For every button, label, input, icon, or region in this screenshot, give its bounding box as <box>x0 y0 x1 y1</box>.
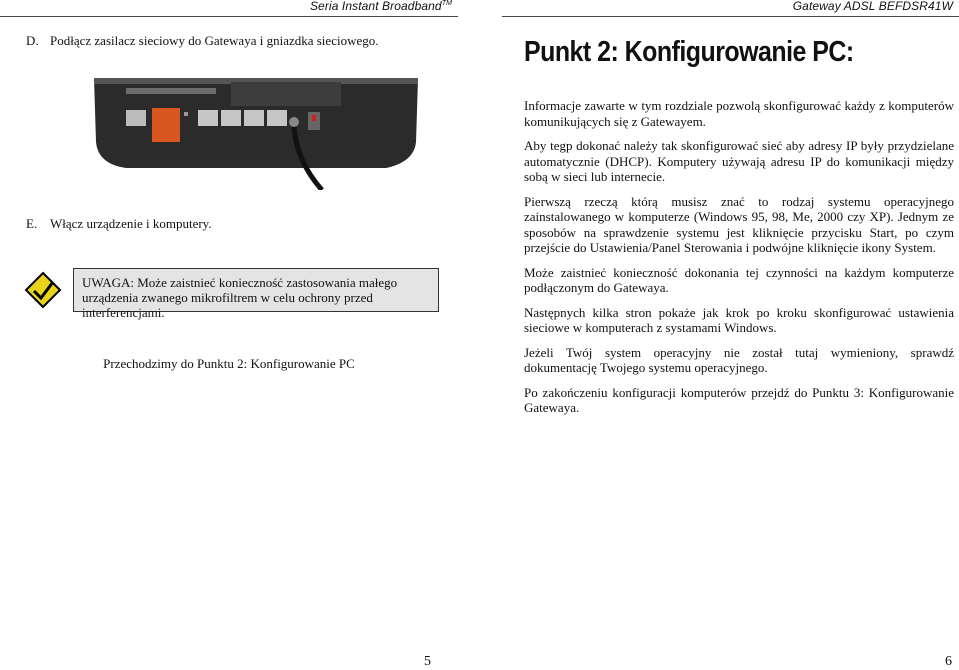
step-e <box>26 216 212 231</box>
power-switch-red <box>312 115 316 121</box>
page-number-right: 6 <box>945 654 952 669</box>
header-rule <box>502 16 959 17</box>
paragraph: Jeżeli Twój system operacyjny nie został tutaj wymieniony, sprawdź dokumentację Twojego systemu operacyjnego. <box>524 344 954 375</box>
step-d <box>26 33 378 48</box>
paragraph: Następnych kilka stron pokaże jak krok po kroku skonfigurować ustawienia sieciowe w komputerach z systamami Windows. <box>524 304 954 335</box>
lan-port-4 <box>267 110 287 126</box>
warning-sticker <box>152 108 180 142</box>
paragraph: Po zakończeniu konfiguracji komputerów przejdź do Punktu 3: Konfigurowanie Gatewaya. <box>524 384 954 415</box>
header-rule <box>0 16 458 17</box>
paragraph: Informacje zawarte w tym rozdziale pozwolą skonfigurować każdy z komputerów komunikujących się z Gatewayem. <box>524 98 954 129</box>
router-slot <box>126 88 216 94</box>
left-page-header <box>0 0 458 18</box>
paragraph: Może zaistnieć konieczność dokonania tej czynności na każdym komputerze podłączonym do Gatewaya. <box>524 264 954 295</box>
warning-box <box>73 268 439 320</box>
warning-text: : Może zaistnieć konieczność zastosowania małego urządzenia zwanego mikrofiltrem w celu ochrony przed interferencjami. <box>82 275 398 320</box>
lan-port-2 <box>221 110 241 126</box>
reset-button <box>184 112 188 116</box>
warning-label: UWAGA <box>82 275 131 290</box>
product-name: Gateway ADSL BEFDSR41W <box>792 0 953 13</box>
step-letter: E. <box>26 216 38 231</box>
lan-port-1 <box>198 110 218 126</box>
next-step-note: Przechodzimy do Punktu 2: Konfigurowanie PC <box>103 356 355 371</box>
power-jack <box>289 117 299 127</box>
page-title: Punkt 2: Konfigurowanie PC: <box>524 36 854 68</box>
warning-icon <box>24 271 62 309</box>
step-letter: D. <box>26 33 39 48</box>
body-text <box>524 98 954 425</box>
adsl-port <box>126 110 146 126</box>
paragraph: Aby tegp dokonać należy tak skonfigurować sieć aby adresy IP były przydzielane automatycznie (DHCP). Komputery używają adresu IP do komunikacji między sobą w sieci lub internecie. <box>524 138 954 184</box>
router-label-sticker <box>231 82 341 106</box>
lan-port-3 <box>244 110 264 126</box>
page-number-left: 5 <box>424 654 431 669</box>
paragraph: Pierwszą rzeczą którą musisz znać to rodzaj systemu operacyjnego zainstalowanego w komputerze (Windows 95, 98, Me, 2000 czy XP). Jednym ze sposobów na sprawdzenie systemu jest kliknięcie przycisku Start, po czym przejście do Ustawienia/Panel Sterowania i podwójne kliknięcie ikony System. <box>524 193 954 255</box>
step-text: Podłącz zasilacz sieciowy do Gatewaya i gniazdka sieciowego. <box>50 33 379 48</box>
right-page-header <box>502 0 959 18</box>
router-rear-panel-image <box>86 72 426 190</box>
series-name: Seria Instant Broadband™ <box>309 0 452 13</box>
step-text: Włącz urządzenie i komputery. <box>50 216 212 231</box>
